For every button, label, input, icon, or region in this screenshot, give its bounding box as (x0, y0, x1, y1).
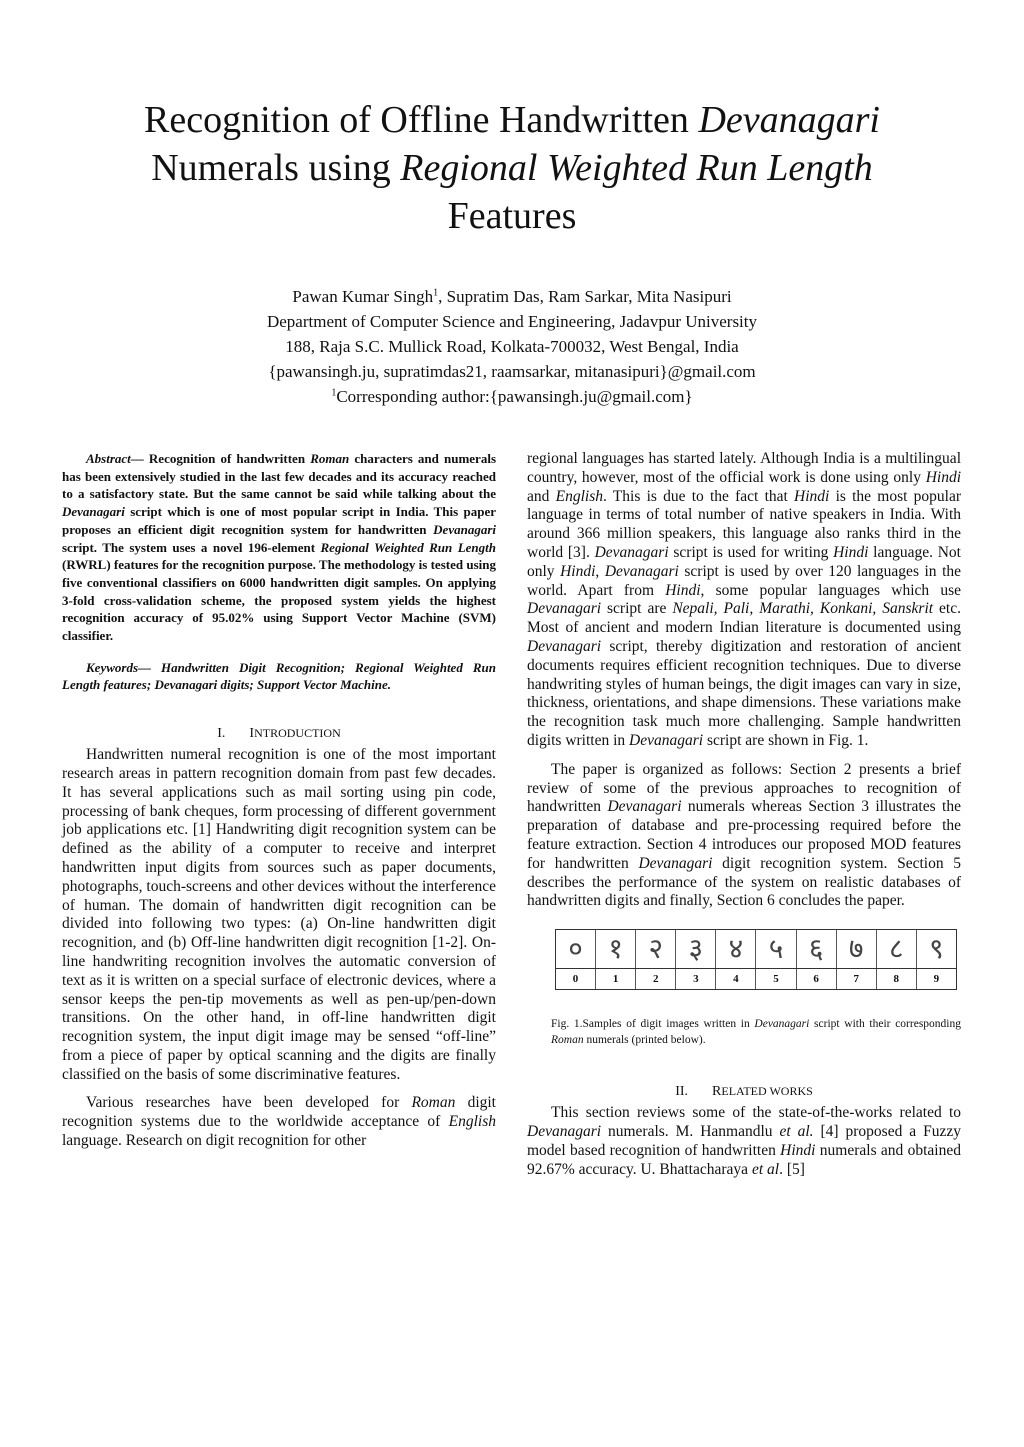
figure-1-caption: Fig. 1.Samples of digit images written in Devanagari script with their corresponding Roman numerals (printed below). (551, 1018, 961, 1047)
intro-paragraph-2: Various researches have been developed for Roman digit recognition systems due to the worldwide acceptance of English language. Research on digit recognition for other (62, 1094, 496, 1150)
devanagari-digit: ७ (837, 930, 877, 968)
author-address: 188, Raja S.C. Mullick Road, Kolkata-700032, West Bengal, India (285, 337, 739, 356)
section-heading-introduction: I. INTRODUCTION (217, 726, 341, 742)
paper-title (60, 96, 964, 240)
related-works-paragraph-1: This section reviews some of the state-of-the-works related to Devanagari numerals. M. Hanmandlu et al. [4] proposed a Fuzzy model based recognition of handwritten Hindi numerals and obtained 92.67% accuracy. U. Bhattacharaya et al. [5] (527, 1104, 961, 1178)
author-emails: {pawansingh.ju, supratimdas21, raamsarkar, mitanasipuri}@gmail.com (268, 362, 756, 381)
author-names: Pawan Kumar Singh$^1$, Supratim Das, Ram Sarkar, Mita Nasipuri (292, 287, 732, 306)
devanagari-digit: ० (556, 930, 596, 968)
corresponding-author: $^1$Corresponding author:{pawansingh.ju@gmail.com} (331, 387, 693, 406)
intro-paragraph-1: Handwritten numeral recognition is one of the most important research areas in pattern recognition domain from past few decades. It has several applications such as mail sorting using pin code, processing of bank cheques, form processing of different government job applications etc. [1] Handwriting digit recognition system can be defined as the ability of a computer to receive and interpret handwritten input digits from sources such as paper documents, photographs, touch-screens and other devices without the interference of human. The domain of handwritten digit recognition can be divided into following two types: (a) On-line handwritten digit recognition, and (b) Off-line handwritten digit recognition [1-2]. On-line handwriting recognition involves the automatic conversion of text as it is written on a special surface of electronic devices, where a sensor keeps the pen-tip movements as well as pen-up/pen-down transitions. On the other hand, in off-line handwritten digit recognition system, the input digit image may be sensed “off-line” from a piece of paper by optical scanning and the digits are finally classified on the basis of some discriminative features. (62, 746, 496, 1083)
devanagari-digit: ५ (756, 930, 796, 968)
roman-numeral: 3 (676, 969, 716, 989)
title-line-2: Numerals using Regional Weighted Run Length (151, 147, 873, 189)
abstract: Abstract— Recognition of handwritten Roman characters and numerals has been extensively studied in the last few decades and its accuracy reached to a satisfactory state. But the same cannot be said while talking about the Devanagari script which is one of most popular script in India. This paper proposes an efficient digit recognition system for handwritten Devanagari script. The system uses a novel 196-element Regional Weighted Run Length (RWRL) features for the recognition purpose. The methodology is tested using five conventional classifiers on 6000 handwritten digit samples. On applying 3-fold cross-validation scheme, the proposed system yields the highest recognition accuracy of 95.02% using Support Vector Machine (SVM) classifier. (62, 451, 496, 644)
roman-numeral: 1 (596, 969, 636, 989)
roman-numeral: 6 (797, 969, 837, 989)
title-line-3: Features (447, 195, 577, 237)
devanagari-digit: ३ (676, 930, 716, 968)
roman-numeral: 9 (933, 973, 940, 986)
roman-numeral: 7 (837, 969, 877, 989)
devanagari-digit: ६ (797, 930, 837, 968)
keywords: Keywords— Handwritten Digit Recognition; Regional Weighted Run Length features; Devanagari digits; Support Vector Machine. (62, 659, 496, 693)
roman-numeral: 8 (877, 969, 917, 989)
devanagari-digit: १ (596, 930, 636, 968)
left-column (62, 450, 496, 1151)
title-line-1: Recognition of Offline Handwritten Devanagari (144, 99, 880, 141)
figure-1-digit-table (555, 929, 957, 990)
roman-numeral: 5 (756, 969, 796, 989)
intro-paragraph-3: regional languages has started lately. Although India is a multilingual country, however, most of the official work is done using only Hindi and English. This is due to the fact that Hindi is the most popular language in terms of total number of native speakers in India. With around 366 million speakers, this language also ranks third in the world [3]. Devanagari script is used for writing Hindi language. Not only Hindi, Devanagari script is used by over 120 languages in the world. Apart from Hindi, some popular languages which use Devanagari script are Nepali, Pali, Marathi, Konkani, Sanskrit etc. Most of ancient and modern Indian literature is documented using Devanagari script, thereby digitization and restoration of ancient documents requires efficient recognition techniques. Due to diverse handwriting styles of human beings, the digit images can vary in size, thickness, orientations, and shape dimensions. These variations make the recognition task much more challenging. Sample handwritten digits written in Devanagari script are shown in Fig. 1. (527, 450, 962, 749)
author-affiliation: Department of Computer Science and Engineering, Jadavpur University (266, 312, 758, 331)
devanagari-digit: ९ (929, 932, 944, 966)
devanagari-digit: २ (636, 930, 676, 968)
roman-numeral-row (556, 969, 956, 989)
devanagari-digit: ८ (877, 930, 917, 968)
roman-numeral: 4 (716, 969, 756, 989)
roman-numeral: 2 (636, 969, 676, 989)
right-column (527, 450, 961, 1179)
roman-numeral: 0 (556, 969, 596, 989)
section-heading-related-works: II. RELATED WORKS (675, 1084, 813, 1100)
author-block (100, 284, 924, 409)
intro-paragraph-4: The paper is organized as follows: Section 2 presents a brief review of some of the previous approaches to recognition of handwritten Devanagari numerals whereas Section 3 illustrates the preparation of database and pre-processing required before the feature extraction. Section 4 introduces our proposed MOD features for handwritten Devanagari digit recognition system. Section 5 describes the performance of the system on realistic databases of handwritten digits and finally, Section 6 concludes the paper. (527, 760, 961, 910)
devanagari-digit-row (556, 930, 956, 969)
devanagari-digit: ४ (716, 930, 756, 968)
